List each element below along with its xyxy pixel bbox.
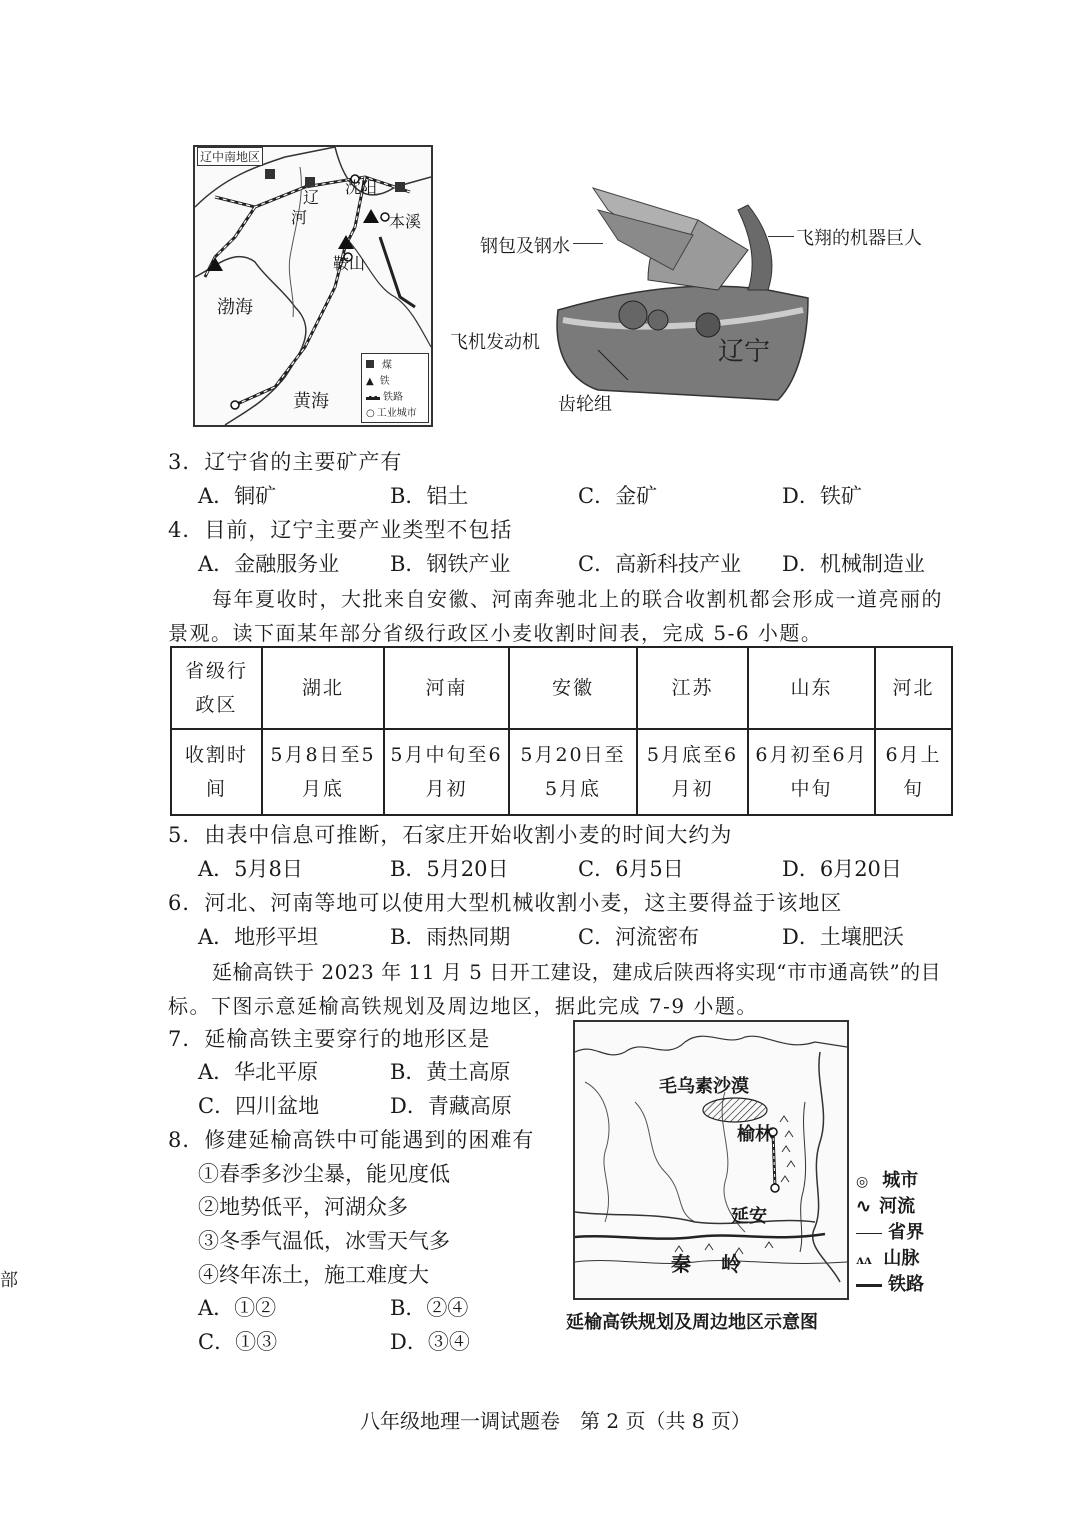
- q8-item-1: ①春季多沙尘暴，能见度低: [198, 1162, 450, 1186]
- question-3-stem: 3．辽宁省的主要矿产有: [168, 450, 403, 474]
- place-bohai: 渤海: [217, 297, 253, 318]
- q7-option-c[interactable]: C．四川盆地: [198, 1094, 320, 1118]
- place-he: 河: [291, 208, 308, 227]
- sculpture-drawing: [448, 180, 948, 420]
- q3-option-c[interactable]: C．金矿: [578, 484, 658, 508]
- legend-river: ∿ 河流: [856, 1196, 916, 1217]
- railway-icon: [856, 1284, 882, 1287]
- table-cell: 5月底至6月初: [637, 729, 748, 815]
- question-8-stem: 8．修建延榆高铁中可能遇到的困难有: [168, 1128, 535, 1152]
- place-qin: 秦: [671, 1252, 691, 1276]
- q8-item-4: ④终年冻土，施工难度大: [198, 1263, 429, 1287]
- q8-item-2: ②地势低平，河湖众多: [198, 1195, 408, 1219]
- q8-item-3: ③冬季气温低，冰雪天气多: [198, 1229, 450, 1253]
- table-header-cell: 湖北: [262, 647, 384, 729]
- question-6-stem: 6．河北、河南等地可以使用大型机械收割小麦，这主要得益于该地区: [168, 891, 843, 915]
- q8-option-c[interactable]: C．①③: [198, 1330, 278, 1354]
- table-cell: 6月初至6月中旬: [748, 729, 875, 815]
- q7-option-b[interactable]: B．黄土高原: [390, 1060, 511, 1084]
- q3-option-b[interactable]: B．铝土: [390, 484, 469, 508]
- q6-option-c[interactable]: C．河流密布: [578, 925, 700, 949]
- coal-icon: [366, 360, 374, 368]
- legend-rail: 铁路: [366, 388, 403, 403]
- sculpture-plate-text: 辽宁: [718, 337, 771, 367]
- table-header-cell: 江苏: [637, 647, 748, 729]
- table-header-cell: 省级行政区: [171, 647, 262, 729]
- legend-coal: 煤: [366, 356, 392, 371]
- q4-option-b[interactable]: B．钢铁产业: [390, 552, 511, 576]
- city-icon: ◎: [856, 1174, 869, 1190]
- q8-option-b[interactable]: B．②④: [390, 1296, 469, 1320]
- q5-option-c[interactable]: C．6月5日: [578, 857, 684, 881]
- leader-robot: [768, 236, 794, 237]
- table-cell: 5月20日至5月底: [509, 729, 637, 815]
- yanyu-railway-map: [573, 1020, 849, 1300]
- label-steel-ladle: 钢包及钢水: [480, 236, 570, 257]
- q6-option-d[interactable]: D．土壤肥沃: [782, 925, 904, 949]
- legend-border: 省界: [856, 1218, 924, 1244]
- liaozhongnan-map: [193, 145, 433, 427]
- q5-option-a[interactable]: A．5月8日: [198, 857, 303, 881]
- place-yanan: 延安: [731, 1206, 767, 1227]
- iron-icon: ▲: [366, 376, 374, 387]
- table-header-row: [171, 647, 952, 729]
- table-row: [171, 729, 952, 815]
- legend-rail: 铁路: [856, 1270, 924, 1296]
- place-ling: 岭: [721, 1252, 741, 1276]
- sculpture-figure: [448, 180, 948, 420]
- label-gear: 齿轮组: [558, 394, 612, 415]
- border-icon: [856, 1233, 882, 1234]
- railway-icon: [366, 396, 380, 400]
- city-icon: ○: [366, 408, 375, 419]
- question-7-stem: 7．延榆高铁主要穿行的地形区是: [168, 1027, 491, 1051]
- legend-city: ○ 工业城市: [366, 408, 417, 419]
- q4-option-a[interactable]: A．金融服务业: [198, 552, 340, 576]
- intro-7-9-line2: 标。下图示意延榆高铁规划及周边地区，据此完成 7-9 小题。: [168, 994, 758, 1018]
- harvest-time-table: [170, 646, 953, 816]
- table-header-cell: 山东: [748, 647, 875, 729]
- q5-option-d[interactable]: D．6月20日: [782, 857, 902, 881]
- figure-3-caption: 延榆高铁规划及周边地区示意图: [566, 1312, 818, 1333]
- place-shenyang: 沈阳: [345, 178, 378, 197]
- place-yulin: 榆林: [737, 1124, 773, 1145]
- leader-steel: [573, 243, 603, 244]
- table-cell: 收割时间: [171, 729, 262, 815]
- q8-option-a[interactable]: A．①②: [198, 1296, 277, 1320]
- table-header-cell: 河北: [875, 647, 952, 729]
- q7-option-d[interactable]: D．青藏高原: [390, 1094, 512, 1118]
- place-mu-us-desert: 毛乌素沙漠: [659, 1076, 749, 1097]
- legend-city: ◎ 城市: [856, 1170, 919, 1191]
- map-legend: [361, 353, 429, 423]
- yanyu-map-legend: [856, 1166, 946, 1296]
- table-header-cell: 安徽: [509, 647, 637, 729]
- intro-5-6-line2: 景观。读下面某年部分省级行政区小麦收割时间表，完成 5-6 小题。: [168, 621, 823, 645]
- map-title: 辽中南地区: [197, 147, 263, 166]
- margin-character: 部: [0, 1270, 18, 1291]
- place-liao: 辽: [303, 188, 320, 207]
- yanyu-map-drawing: [575, 1022, 847, 1298]
- page-footer: 八年级地理一调试题卷 第 2 页（共 8 页）: [360, 1409, 751, 1433]
- table-cell: 5月中旬至6月初: [384, 729, 509, 815]
- q8-option-d[interactable]: D．③④: [390, 1330, 470, 1354]
- q4-option-c[interactable]: C．高新科技产业: [578, 552, 742, 576]
- question-4-stem: 4．目前，辽宁主要产业类型不包括: [168, 518, 513, 542]
- place-huanghai: 黄海: [293, 391, 329, 412]
- legend-iron: ▲ 铁: [366, 376, 390, 387]
- table-cell: 5月8日至5月底: [262, 729, 384, 815]
- mountain-icon: ᴧᴧ: [856, 1253, 872, 1267]
- question-5-stem: 5．由表中信息可推断，石家庄开始收割小麦的时间大约为: [168, 823, 733, 847]
- q6-option-b[interactable]: B．雨热同期: [390, 925, 511, 949]
- table-cell: 6月上旬: [875, 729, 952, 815]
- legend-mountain: ᴧᴧ 山脉: [856, 1248, 920, 1269]
- place-anshan: 鞍山: [333, 254, 366, 273]
- q7-option-a[interactable]: A．华北平原: [198, 1060, 319, 1084]
- q5-option-b[interactable]: B．5月20日: [390, 857, 509, 881]
- label-engine: 飞机发动机: [450, 332, 540, 353]
- q3-option-a[interactable]: A．铜矿: [198, 484, 277, 508]
- river-icon: ∿: [856, 1196, 872, 1217]
- label-robot: 飞翔的机器巨人: [796, 228, 922, 249]
- intro-5-6-line1: 每年夏收时，大批来自安徽、河南奔驰北上的联合收割机都会形成一道亮丽的: [212, 587, 943, 611]
- table-header-cell: 河南: [384, 647, 509, 729]
- q6-option-a[interactable]: A．地形平坦: [198, 925, 319, 949]
- q4-option-d[interactable]: D．机械制造业: [782, 552, 925, 576]
- intro-7-9-line1: 延榆高铁于 2023 年 11 月 5 日开工建设，建成后陕西将实现“市市通高铁”的目: [212, 960, 942, 984]
- q3-option-d[interactable]: D．铁矿: [782, 484, 862, 508]
- place-benxi: 本溪: [389, 212, 422, 231]
